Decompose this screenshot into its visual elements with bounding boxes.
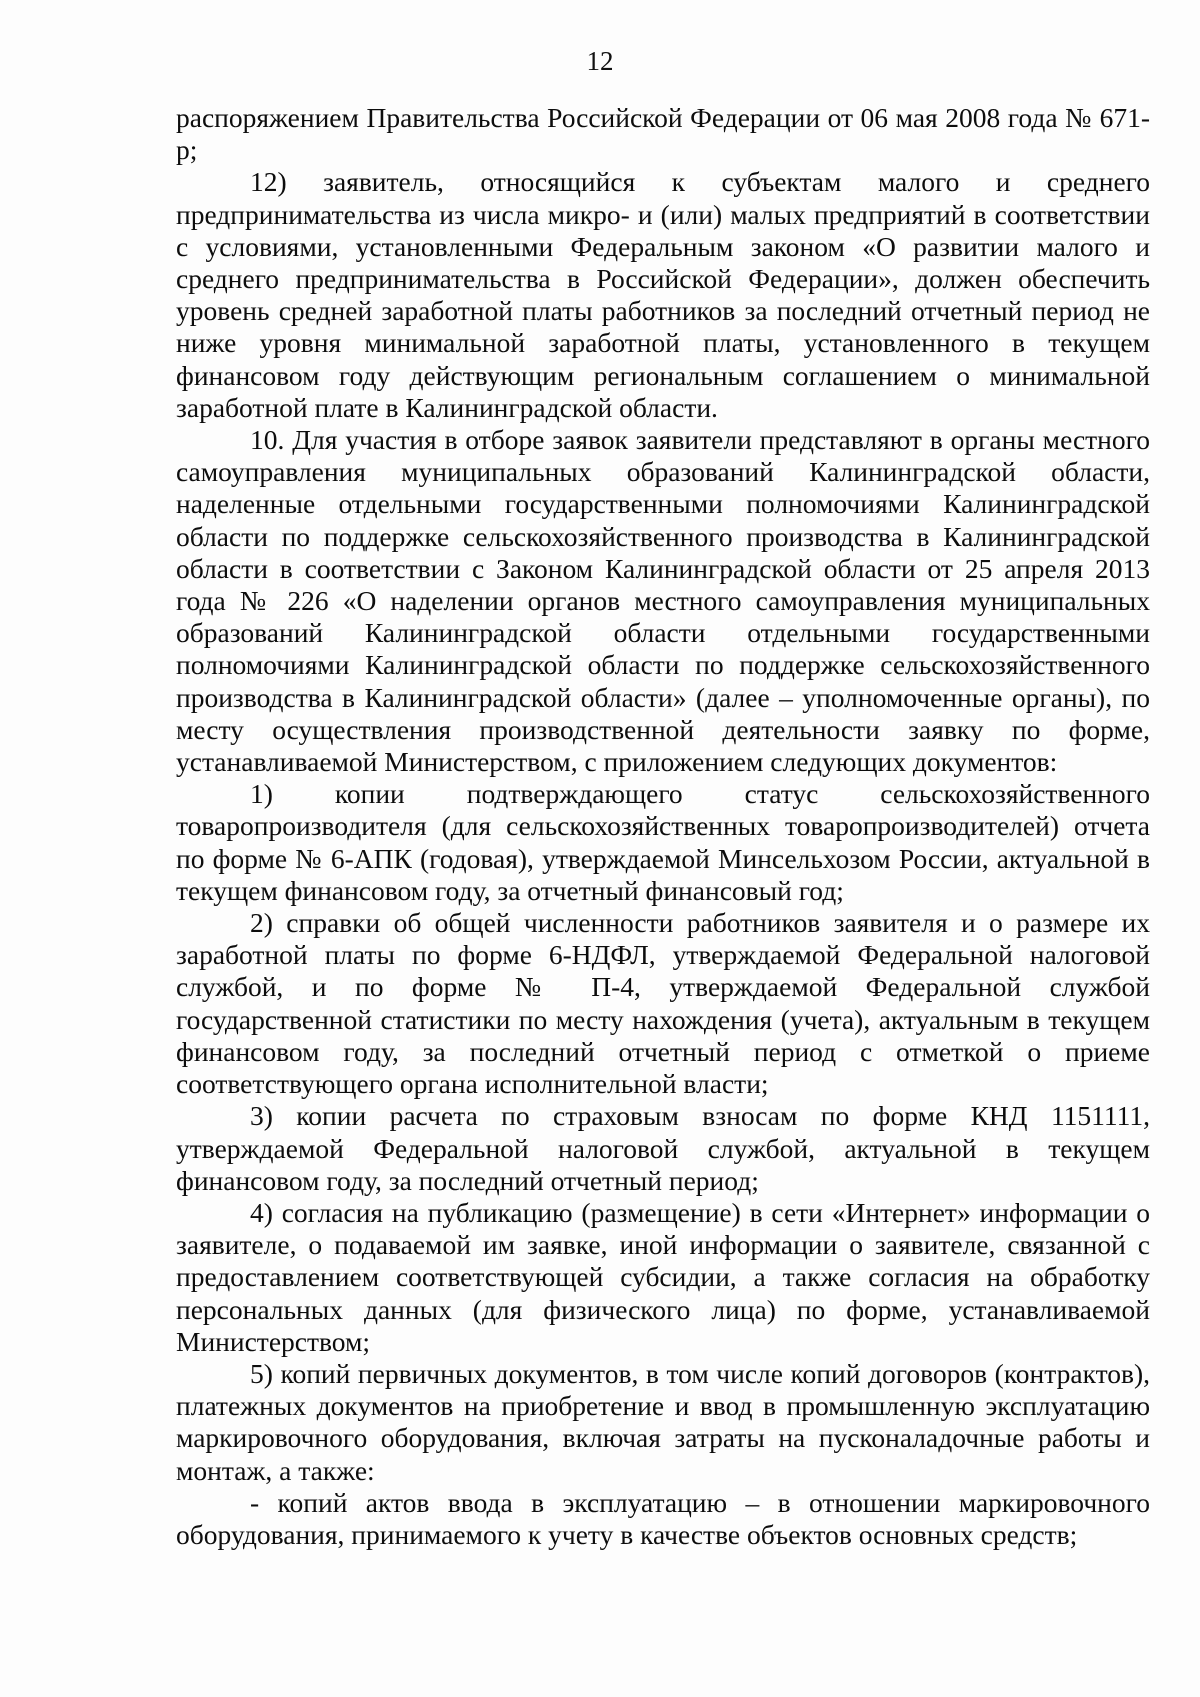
- paragraph-item-5: 5) копий первичных документов, в том числе копий договоров (контрактов), платежных документов на приобретение и ввод в промышленную эксплуатацию маркировочного оборудования, включая затраты на пусконаладочные работы и монтаж, а также:: [176, 1357, 1150, 1486]
- paragraph-item-12: 12) заявитель, относящийся к субъектам малого и среднего предпринимательства из числа микро- и (или) малых предприятий в соответствии с условиями, установленными Федеральным законом «О развитии малого и среднего предпринимательства в Российской Федерации», должен обеспечить уровень средней заработной платы работников за последний отчетный период не ниже уровня минимальной заработной платы, установленного в текущем финансовом году действующим региональным соглашением о минимальной заработной плате в Калининградской области.: [176, 166, 1150, 423]
- paragraph-dash-item: - копий актов ввода в эксплуатацию – в отношении маркировочного оборудования, принимаемого к учету в качестве объектов основных средств;: [176, 1486, 1150, 1550]
- paragraph-continuation: распоряжением Правительства Российской Федерации от 06 мая 2008 года № 671-р;: [176, 102, 1150, 166]
- paragraph-section-10: 10. Для участия в отборе заявок заявители представляют в органы местного самоуправления муниципальных образований Калининградской области, наделенные отдельными государственными полномочиями Калининградской области по поддержке сельскохозяйственного производства в Калининградской области в соответствии с Законом Калининградской области от 25 апреля 2013 года № 226 «О наделении органов местного самоуправления муниципальных образований Калининградской области отдельными государственными полномочиями Калининградской области по поддержке сельскохозяйственного производства в Калининградской области» (далее – уполномоченные органы), по месту осуществления производственной деятельности заявку по форме, устанавливаемой Министерством, с приложением следующих документов:: [176, 424, 1150, 778]
- paragraph-item-3: 3) копии расчета по страховым взносам по форме КНД 1151111, утверждаемой Федеральной налоговой службой, актуальной в текущем финансовом году, за последний отчетный период;: [176, 1100, 1150, 1196]
- paragraph-item-1: 1) копии подтверждающего статус сельскохозяйственного товаропроизводителя (для сельскохозяйственных товаропроизводителей) отчета по форме № 6-АПК (годовая), утверждаемой Минсельхозом России, актуальной в текущем финансовом году, за отчетный финансовый год;: [176, 778, 1150, 906]
- document-body: [176, 102, 1150, 1551]
- page-number: 12: [586, 46, 614, 76]
- paragraph-item-4: 4) согласия на публикацию (размещение) в сети «Интернет» информации о заявителе, о подаваемой им заявке, иной информации о заявителе, связанной с предоставлением соответствующей субсидии, а также согласия на обработку персональных данных (для физического лица) по форме, устанавливаемой Министерством;: [176, 1196, 1150, 1357]
- paragraph-item-2: 2) справки об общей численности работников заявителя и о размере их заработной платы по форме 6-НДФЛ, утверждаемой Федеральной налоговой службой, и по форме № П-4, утверждаемой Федеральной службой государственной статистики по месту нахождения (учета), актуальным в текущем финансовом году, за последний отчетный период с отметкой о приеме соответствующего органа исполнительной власти;: [176, 907, 1150, 1100]
